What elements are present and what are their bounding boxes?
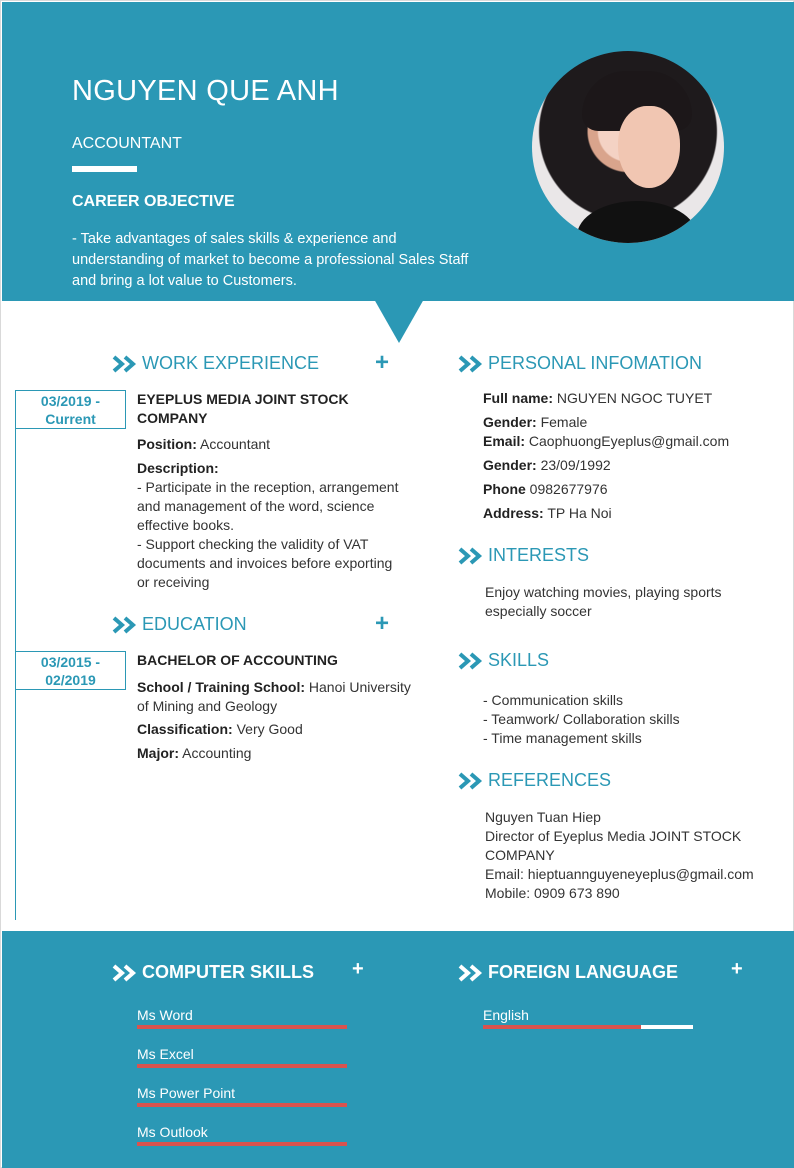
company-line: EYEPLUS MEDIA JOINT STOCK <box>137 391 349 407</box>
company-line: COMPANY <box>137 410 208 426</box>
double-chevron-icon <box>458 652 484 670</box>
double-chevron-icon <box>458 772 484 790</box>
degree-name: BACHELOR OF ACCOUNTING <box>137 652 338 668</box>
info-row <box>483 480 783 504</box>
computer-skill-label: Ms Excel <box>137 1046 194 1062</box>
language-bar-fill <box>483 1025 641 1029</box>
skill-line: - Teamwork/ Collaboration skills <box>483 711 680 727</box>
candidate-name: NGUYEN QUE ANH <box>72 75 339 107</box>
interests-title: INTERESTS <box>488 545 590 565</box>
classification-row <box>137 720 417 739</box>
computer-skill-bar-fill <box>137 1142 347 1146</box>
description-line: - Support checking the validity of VAT <box>137 536 369 552</box>
header-pointer <box>374 299 424 343</box>
reference-line: Nguyen Tuan Hiep <box>485 809 601 825</box>
computer-skill-bar-fill <box>137 1025 347 1029</box>
info-label: Gender: <box>483 414 537 430</box>
info-label: Email: <box>483 433 526 449</box>
computer-skill-bar-fill <box>137 1103 347 1107</box>
info-value: 23/09/1992 <box>536 457 611 473</box>
position-value: Accountant <box>196 436 271 452</box>
references-text <box>485 808 785 903</box>
interests-line: especially soccer <box>485 603 592 619</box>
interests-line: Enjoy watching movies, playing sports <box>485 584 722 600</box>
objective-line: understanding of market to become a professional Sales Staff <box>72 252 469 268</box>
date-line: 02/2019 <box>45 672 96 688</box>
objective-line: - Take advantages of sales skills & experience and <box>72 231 397 247</box>
computer-skills-heading <box>112 962 314 983</box>
double-chevron-icon <box>112 616 138 634</box>
add-language-icon[interactable]: + <box>731 958 743 980</box>
description-line: and management of the word, science <box>137 498 375 514</box>
career-objective-title: CAREER OBJECTIVE <box>72 193 235 210</box>
foreign-language-heading <box>458 962 678 983</box>
classification-value: Very Good <box>232 721 303 737</box>
computer-skill-label: Ms Outlook <box>137 1124 208 1140</box>
skill-line: - Communication skills <box>483 692 624 708</box>
add-education-icon[interactable]: + <box>375 610 390 637</box>
skills-list <box>483 691 783 748</box>
info-row <box>483 456 783 480</box>
company-name <box>137 390 407 428</box>
computer-skills-title: COMPUTER SKILLS <box>142 962 315 982</box>
info-value: Female <box>536 414 588 430</box>
education-heading <box>112 614 247 635</box>
date-line: 03/2019 - <box>40 393 101 409</box>
computer-skill-label: Ms Power Point <box>137 1085 236 1101</box>
info-row <box>483 504 783 528</box>
school-row <box>137 678 417 716</box>
profile-photo <box>532 51 724 243</box>
info-label: Gender: <box>483 457 537 473</box>
info-row <box>483 389 783 413</box>
photo-body <box>577 201 697 243</box>
info-label: Phone <box>483 481 526 497</box>
info-value: NGUYEN NGOC TUYET <box>553 390 713 406</box>
description-line: documents and invoices before exporting <box>137 555 393 571</box>
computer-skill-bar <box>137 1064 347 1068</box>
interests-text <box>485 583 785 621</box>
info-value: TP Ha Noi <box>543 505 612 521</box>
skills-heading <box>458 650 549 671</box>
add-computer-skill-icon[interactable]: + <box>352 958 364 980</box>
double-chevron-icon <box>458 547 484 565</box>
interests-heading <box>458 545 589 566</box>
photo-face <box>618 106 680 188</box>
work-date-box <box>15 390 126 429</box>
computer-skill-label: Ms Word <box>137 1007 193 1023</box>
position-label: Position: <box>137 436 197 452</box>
school-label: School / Training School: <box>137 679 306 695</box>
double-chevron-icon <box>112 355 138 373</box>
reference-line: COMPANY <box>485 847 555 863</box>
career-objective-text <box>72 229 502 292</box>
info-label: Address: <box>483 505 544 521</box>
school-value-line: of Mining and Geology <box>137 698 278 714</box>
computer-skill-bar <box>137 1103 347 1107</box>
date-line: Current <box>45 411 96 427</box>
computer-skill-bar <box>137 1142 347 1146</box>
double-chevron-icon <box>112 964 138 982</box>
skills-title: SKILLS <box>488 650 550 670</box>
references-heading <box>458 770 611 791</box>
job-title: ACCOUNTANT <box>72 135 182 152</box>
info-value: 0982677976 <box>525 481 608 497</box>
objective-line: and bring a lot value to Customers. <box>72 273 297 289</box>
school-value: Hanoi University <box>305 679 411 695</box>
info-row <box>483 413 783 432</box>
description-block <box>137 459 417 592</box>
add-work-icon[interactable]: + <box>375 349 390 376</box>
info-row <box>483 432 783 456</box>
personal-info-title: PERSONAL INFOMATION <box>488 353 703 373</box>
personal-info-list <box>483 389 783 528</box>
info-label: Full name: <box>483 390 554 406</box>
major-label: Major: <box>137 745 179 761</box>
education-title: EDUCATION <box>142 614 247 634</box>
double-chevron-icon <box>458 355 484 373</box>
major-row <box>137 744 417 763</box>
foreign-language-title: FOREIGN LANGUAGE <box>488 962 679 982</box>
description-line: or receiving <box>137 574 210 590</box>
work-experience-title: WORK EXPERIENCE <box>142 353 320 373</box>
personal-info-heading <box>458 353 702 374</box>
description-line: - Participate in the reception, arrangement <box>137 479 399 495</box>
computer-skill-bar <box>137 1025 347 1029</box>
skill-line: - Time management skills <box>483 730 642 746</box>
language-bar <box>483 1025 693 1029</box>
reference-line: Director of Eyeplus Media JOINT STOCK <box>485 828 742 844</box>
references-title: REFERENCES <box>488 770 612 790</box>
date-line: 03/2015 - <box>40 654 101 670</box>
reference-line: Mobile: 0909 673 890 <box>485 885 620 901</box>
description-label: Description: <box>137 460 219 476</box>
job-title-underline <box>72 166 137 172</box>
description-line: effective books. <box>137 517 235 533</box>
reference-line: Email: hieptuannguyeneyeplus@gmail.com <box>485 866 754 882</box>
language-label: English <box>483 1007 529 1023</box>
classification-label: Classification: <box>137 721 233 737</box>
work-experience-heading <box>112 353 319 374</box>
computer-skill-bar-fill <box>137 1064 347 1068</box>
education-date-box <box>15 651 126 690</box>
double-chevron-icon <box>458 964 484 982</box>
position-row <box>137 435 417 454</box>
info-value: CaophuongEyeplus@gmail.com <box>525 433 730 449</box>
major-value: Accounting <box>179 745 252 761</box>
